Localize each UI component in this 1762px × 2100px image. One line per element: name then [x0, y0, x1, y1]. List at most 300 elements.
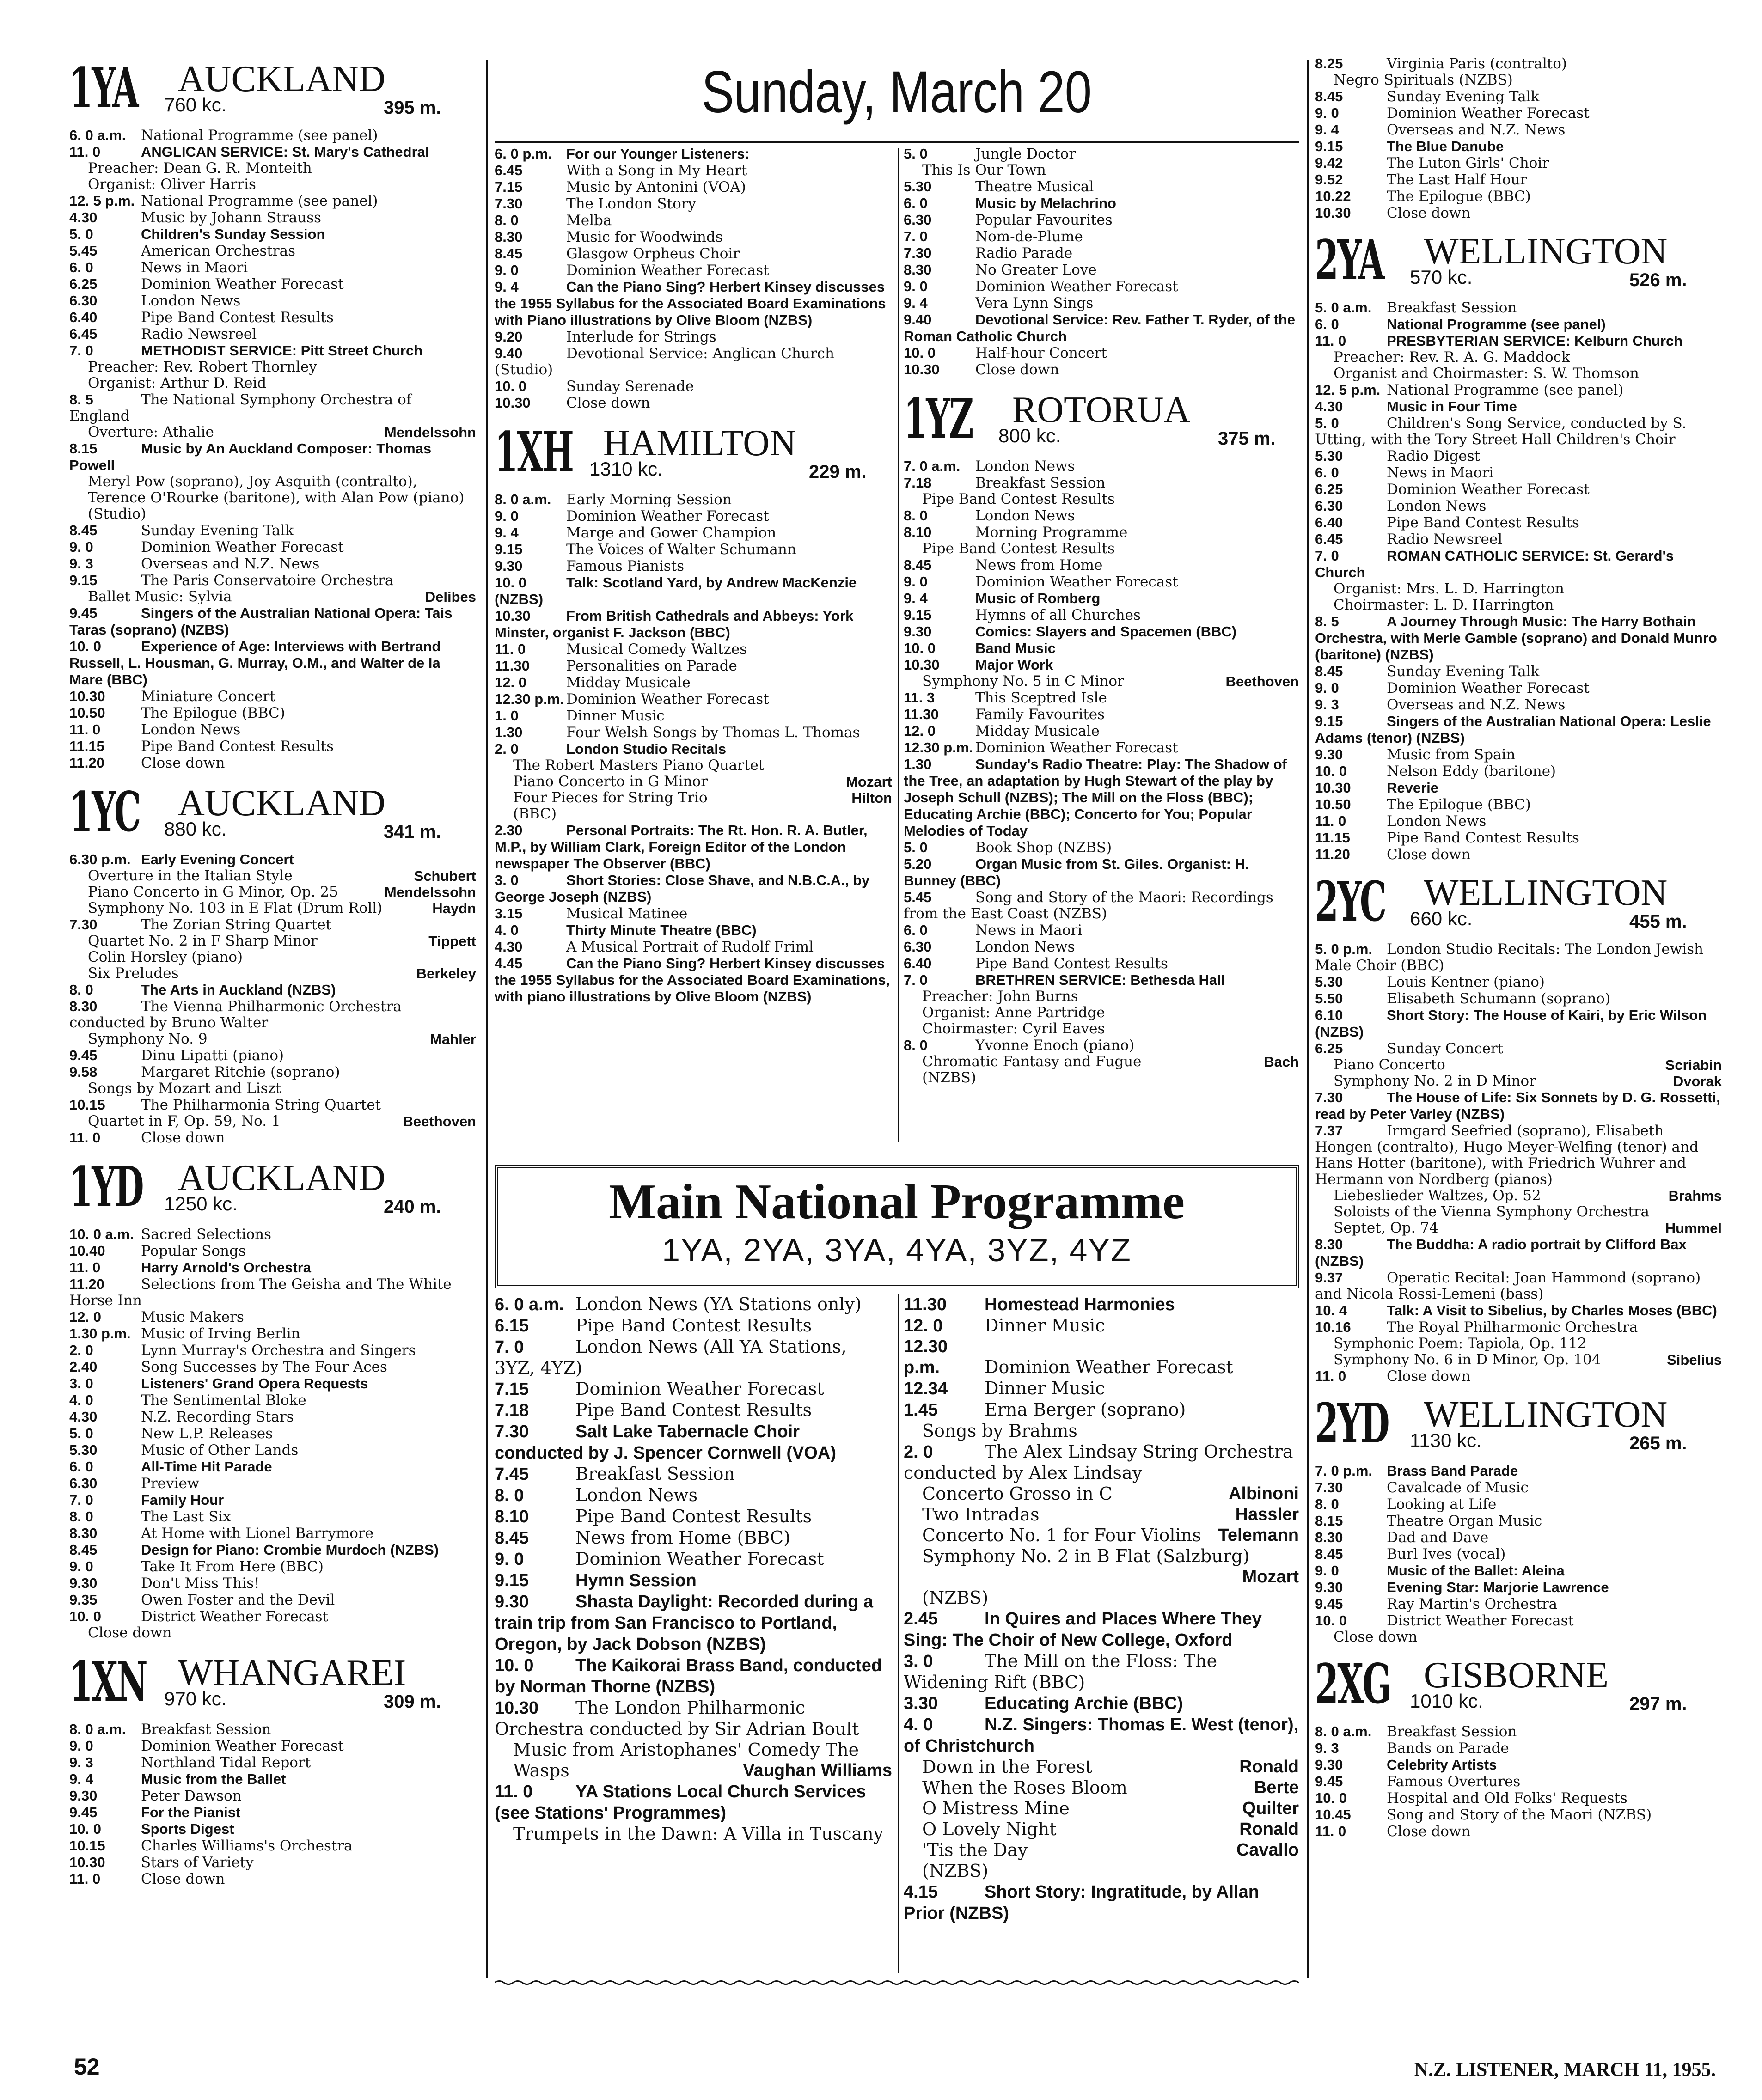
programme-title: Sunday Concert — [1387, 1040, 1504, 1057]
programme-title: O Lovely Night — [922, 1819, 1057, 1839]
programme-item — [495, 691, 892, 708]
programme-time: 11.20 — [1315, 846, 1350, 862]
programme-item — [904, 1070, 1299, 1086]
programme-title: Evening Star: Marjorie Lawrence — [1387, 1579, 1609, 1595]
programme-time: 6.25 — [69, 276, 98, 292]
programme-item — [1315, 1188, 1722, 1204]
programme-item — [1315, 398, 1722, 415]
programme-time: 8.45 — [1315, 663, 1343, 679]
programme-time: 4. 0 — [904, 1715, 933, 1734]
programme-item — [69, 965, 476, 982]
programme-item — [69, 276, 476, 293]
programme-title: Dominion Weather Forecast — [566, 262, 769, 279]
programme-title: Breakfast Session — [975, 475, 1106, 491]
programme-item — [69, 1309, 476, 1325]
programme-item — [1315, 448, 1722, 464]
programme-time: 4.30 — [1315, 398, 1343, 415]
programme-title: All-Time Hit Parade — [141, 1459, 272, 1475]
programme-title: Songs by Mozart and Liszt — [88, 1081, 281, 1097]
programme-title: London News — [1387, 498, 1487, 514]
programme-item — [1315, 1319, 1722, 1336]
main-programme-stations: 1YA, 2YA, 3YA, 4YA, 3YZ, 4YZ — [662, 1232, 1132, 1268]
column-rule-center-top — [898, 148, 899, 1142]
programme-title: Don't Miss This! — [141, 1575, 260, 1592]
programme-title: London News — [1387, 813, 1487, 830]
programme-title: Devotional Service: Anglican Church (Studio) — [495, 345, 834, 378]
programme-time: 11.20 — [69, 1276, 104, 1292]
programme-item — [69, 1409, 476, 1425]
left-column — [69, 55, 476, 2057]
programme-item — [69, 738, 476, 755]
station-header — [69, 1649, 476, 1721]
programme-title: National Programme (see panel) — [141, 193, 378, 209]
programme-item — [69, 998, 476, 1031]
programme-title: The Luton Girls' Choir — [1387, 155, 1549, 171]
programme-title: Early Morning Session — [566, 491, 732, 508]
programme-item — [904, 1587, 1299, 1608]
station-town: HAMILTON — [603, 423, 796, 464]
programme-item — [1315, 1513, 1722, 1529]
programme-item — [1315, 155, 1722, 171]
station-frequency: 1310 kc. — [589, 458, 663, 480]
programme-title: Educating Archie (BBC) — [985, 1694, 1183, 1713]
programme-title: Two Intradas — [922, 1504, 1040, 1525]
programme-title: Homestead Harmonies — [985, 1295, 1175, 1314]
programme-item — [69, 243, 476, 259]
programme-item — [904, 1054, 1299, 1070]
programme-time: 3. 0 — [69, 1375, 93, 1392]
programme-time: 3.30 — [904, 1694, 938, 1713]
station-frequency: 1130 kc. — [1410, 1429, 1482, 1451]
programme-title: Dominion Weather Forecast — [141, 539, 344, 556]
programme-item — [904, 524, 1299, 541]
programme-title: The Voices of Walter Schumann — [566, 541, 796, 558]
programme-item — [1315, 763, 1722, 780]
programme-item — [1315, 366, 1722, 382]
programme-title: Organ Music from St. Giles. Organist: H. Bunney (BBC) — [904, 856, 1249, 889]
programme-item — [495, 541, 892, 558]
programme-title: Preview — [141, 1475, 200, 1492]
programme-title: Song Successes by The Four Aces — [141, 1359, 387, 1375]
right-column — [1315, 55, 1722, 2057]
programme-time: 8.10 — [495, 1507, 529, 1526]
programme-title: Northland Tidal Report — [141, 1754, 311, 1771]
composer-name: Dvorak — [1673, 1073, 1722, 1089]
composer-name: Scriabin — [1665, 1057, 1722, 1073]
station-wavelength: 297 m. — [1629, 1694, 1687, 1714]
programme-title: Breakfast Session — [575, 1464, 735, 1484]
programme-time: 9.52 — [1315, 171, 1343, 188]
programme-title: Dominion Weather Forecast — [975, 278, 1178, 295]
composer-name: Beethoven — [403, 1113, 476, 1129]
programme-title: London News — [975, 507, 1075, 524]
programme-item — [1315, 1529, 1722, 1546]
column-rule-left — [486, 60, 488, 1978]
programme-title: Breakfast Session — [1387, 299, 1517, 316]
programme-item — [904, 1037, 1299, 1054]
programme-time: 8. 0 a.m. — [495, 491, 551, 507]
programme-time: 12. 0 — [69, 1309, 101, 1325]
programme-title: Family Hour — [141, 1492, 224, 1508]
programme-item — [904, 1861, 1299, 1881]
programme-title: The Blue Danube — [1387, 138, 1504, 154]
programme-time: 8.30 — [69, 1525, 98, 1541]
bottom-wavy-rule — [495, 1979, 1299, 1986]
programme-title: Music by An Auckland Composer: Thomas Powell — [69, 440, 432, 473]
programme-title: Stars of Variety — [141, 1854, 254, 1871]
programme-time: 2. 0 — [904, 1442, 933, 1462]
programme-time: 10. 0 — [495, 1656, 534, 1675]
programme-time: 9. 0 — [904, 574, 928, 590]
programme-item — [1315, 1596, 1722, 1612]
programme-time: 4. 0 — [69, 1392, 93, 1408]
programme-time: 6.45 — [1315, 531, 1343, 547]
programme-time: 12.30 p.m. — [904, 739, 973, 756]
programme-title: (NZBS) — [922, 1861, 989, 1881]
programme-title: Quartet in F, Op. 59, No. 1 — [88, 1113, 281, 1129]
station-header — [69, 55, 476, 127]
programme-title: Dominion Weather Forecast — [1387, 680, 1590, 696]
programme-time: 4. 0 — [495, 922, 519, 938]
programme-item — [1315, 990, 1722, 1007]
programme-title: The London Story — [566, 195, 697, 212]
programme-time: 8.15 — [1315, 1513, 1343, 1529]
programme-time: 9.40 — [904, 311, 932, 328]
composer-name: Haydn — [432, 900, 476, 916]
programme-title: Musical Matinee — [566, 905, 688, 922]
composer-name: Hassler — [1235, 1505, 1299, 1524]
column-rule-center-bottom — [898, 1294, 899, 1973]
programme-time: 5. 0 p.m. — [1315, 941, 1373, 957]
programme-title: Marge and Gower Champion — [566, 525, 777, 541]
programme-item — [1315, 105, 1722, 122]
programme-item — [1315, 548, 1722, 581]
programme-time: 9.15 — [495, 1571, 529, 1590]
programme-title: Symphony No. 9 — [88, 1031, 208, 1047]
programme-title: Singers of the Australian National Opera: Leslie Adams (tenor) (NZBS) — [1315, 713, 1711, 746]
programme-title: Down in the Forest — [922, 1757, 1093, 1777]
programme-item — [904, 640, 1299, 657]
programme-time: 5.30 — [1315, 448, 1343, 464]
programme-title: London News — [575, 1485, 698, 1505]
programme-time: 8. 0 — [904, 507, 928, 524]
composer-name: Schubert — [414, 868, 476, 884]
programme-time: 6. 0 — [1315, 316, 1339, 332]
programme-title: Radio Digest — [1387, 448, 1481, 464]
programme-item — [1315, 780, 1722, 796]
programme-item — [495, 1549, 892, 1570]
programme-item — [69, 259, 476, 276]
programme-item — [1315, 299, 1722, 316]
programme-item — [1315, 88, 1722, 105]
programme-title: This Is Our Town — [922, 162, 1046, 178]
station-town: AUCKLAND — [178, 783, 385, 824]
programme-title: Jungle Doctor — [975, 146, 1076, 162]
programme-item — [904, 1714, 1299, 1757]
programme-title: Burl Ives (vocal) — [1387, 1546, 1506, 1563]
programme-item — [495, 574, 892, 608]
programme-time: 5. 0 — [1315, 415, 1339, 431]
programme-time: 1. 0 — [495, 708, 519, 724]
programme-title: Band Music — [975, 640, 1056, 656]
programme-time: 11. 3 — [904, 690, 935, 706]
programme-title: Reverie — [1387, 780, 1439, 796]
programme-item — [495, 955, 892, 1005]
programme-time: 9.20 — [495, 329, 523, 345]
programme-item — [69, 884, 476, 900]
programme-time: 9.15 — [1315, 713, 1343, 729]
publication-footer: N.Z. LISTENER, MARCH 11, 1955. — [1414, 2059, 1716, 2081]
programme-item — [69, 1788, 476, 1804]
station-frequency: 880 kc. — [164, 818, 227, 840]
programme-item — [495, 1421, 892, 1464]
programme-time: 2.30 — [495, 822, 523, 838]
programme-time: 9. 0 — [495, 262, 519, 278]
programme-item — [495, 1506, 892, 1527]
programme-title: Brass Band Parade — [1387, 1463, 1518, 1479]
station-town: AUCKLAND — [178, 1158, 385, 1198]
programme-title: A Musical Portrait of Rudolf Friml — [566, 939, 814, 955]
programme-item — [495, 146, 892, 162]
programme-time: 8.30 — [1315, 1529, 1343, 1545]
programme-item — [495, 1655, 892, 1697]
programme-title: Popular Songs — [141, 1243, 246, 1259]
programme-item — [1315, 1302, 1722, 1319]
programme-time: 5.30 — [69, 1442, 98, 1458]
programme-time: 8. 0 — [495, 1486, 524, 1505]
programme-item — [495, 741, 892, 757]
programme-item — [495, 674, 892, 691]
programme-time: 7.45 — [495, 1465, 529, 1484]
programme-item — [69, 127, 476, 144]
programme-time: 11. 0 — [69, 1129, 101, 1146]
programme-item — [1315, 1563, 1722, 1579]
programme-title: Organist: Oliver Harris — [88, 177, 256, 193]
programme-title: Preacher: Dean G. R. Monteith — [88, 160, 312, 177]
programme-time: 10.30 — [69, 1854, 105, 1870]
programme-title: Experience of Age: Interviews with Bertrand Russell, L. Housman, G. Murray, O.M., and Walter de la Mare (BBC) — [69, 638, 441, 688]
station-block — [69, 780, 476, 1146]
programme-item — [1315, 1463, 1722, 1479]
programme-time: 9.30 — [69, 1788, 98, 1804]
programme-item — [495, 1485, 892, 1506]
programme-item — [69, 721, 476, 738]
programme-title: ROMAN CATHOLIC SERVICE: St. Gerard's Church — [1315, 548, 1674, 580]
programme-title: Lynn Murray's Orchestra and Singers — [141, 1342, 416, 1359]
programme-item — [1315, 941, 1722, 974]
programme-time: 8.45 — [495, 1528, 529, 1548]
programme-time: 9. 0 — [69, 1738, 93, 1754]
programme-title: Dominion Weather Forecast — [985, 1357, 1233, 1377]
programme-time: 11.15 — [1315, 830, 1350, 846]
programme-title: Symphony No. 103 in E Flat (Drum Roll) — [88, 900, 383, 916]
programme-time: 5.50 — [1315, 990, 1343, 1007]
programme-item — [904, 690, 1299, 706]
programme-time: 10.30 — [904, 361, 940, 378]
programme-item — [1315, 696, 1722, 713]
programme-item — [1315, 1546, 1722, 1563]
programme-title: Preacher: Rev. Robert Thornley — [88, 359, 317, 375]
programme-item — [1315, 498, 1722, 514]
programme-time: 9.58 — [69, 1064, 98, 1080]
programme-time: 7.15 — [495, 179, 523, 195]
station-header — [1315, 1391, 1722, 1463]
programme-item — [1315, 138, 1722, 155]
programme-title: The Epilogue (BBC) — [1387, 796, 1531, 813]
programme-title: Symphony No. 2 in D Minor — [1334, 1073, 1536, 1089]
programme-item — [904, 574, 1299, 590]
programme-title: Owen Foster and the Devil — [141, 1592, 335, 1608]
programme-title: Selections from The Geisha and The White Horse Inn — [69, 1276, 452, 1309]
programme-time: 11.30 — [904, 1295, 947, 1314]
programme-time: 7. 0 a.m. — [904, 458, 961, 474]
programme-time: 10. 0 — [495, 378, 526, 394]
programme-item — [1315, 680, 1722, 696]
programme-time: 8. 5 — [1315, 613, 1339, 629]
programme-time: 6.45 — [495, 162, 523, 178]
programme-item — [904, 889, 1299, 922]
programme-title: Meryl Pow (soprano), Joy Asquith (contralto), Terence O'Rourke (baritone), with Alan Pow (piano) (Studio) — [88, 474, 465, 522]
composer-name: Beethoven — [1225, 673, 1299, 690]
programme-item — [904, 1693, 1299, 1714]
programme-title: Piano Concerto — [1334, 1057, 1445, 1073]
station-town: WHANGAREI — [178, 1653, 406, 1693]
programme-title: With a Song in My Heart — [566, 162, 747, 179]
programme-item — [69, 1558, 476, 1575]
programme-title: Famous Overtures — [1387, 1773, 1521, 1790]
programme-time: 4.30 — [69, 1409, 98, 1425]
programme-item — [1315, 1629, 1722, 1645]
programme-item — [1315, 1007, 1722, 1040]
programme-title: Close down — [1387, 1823, 1471, 1840]
programme-title: Operatic Recital: Joan Hammond (soprano) and Nicola Rossi-Lemeni (bass) — [1315, 1270, 1701, 1302]
programme-title: Close down — [1334, 1629, 1418, 1645]
programme-title: The Buddha: A radio portrait by Clifford Bax (NZBS) — [1315, 1236, 1687, 1269]
programme-time: 10.15 — [69, 1838, 105, 1854]
programme-item — [69, 755, 476, 771]
programme-item — [495, 1400, 892, 1421]
programme-title: Overseas and N.Z. News — [141, 556, 320, 572]
programme-time: 4.45 — [495, 955, 523, 971]
programme-title: From British Cathedrals and Abbeys: York Minster, organist F. Jackson (BBC) — [495, 608, 854, 641]
programme-title: Close down — [1387, 205, 1471, 221]
station-frequency: 1250 kc. — [164, 1193, 238, 1215]
programme-item — [69, 1081, 476, 1097]
programme-title: The Sentimental Bloke — [141, 1392, 306, 1409]
programme-title: The Mill on the Floss: The Widening Rift (BBC) — [904, 1651, 1217, 1692]
programme-title: Pipe Band Contest Results — [1387, 514, 1579, 531]
programme-title: News in Maori — [975, 922, 1083, 939]
programme-item — [69, 1871, 476, 1887]
station-block — [69, 55, 476, 771]
programme-item — [904, 1021, 1299, 1037]
programme-time: 8.30 — [69, 998, 98, 1014]
programme-title: Ballet Music: Sylvia — [88, 589, 232, 605]
programme-item — [495, 1570, 892, 1591]
station-header — [1315, 228, 1722, 299]
programme-item — [69, 1113, 476, 1129]
programme-time: 5. 0 a.m. — [1315, 299, 1372, 316]
station-block — [1315, 1652, 1722, 1840]
programme-item — [904, 195, 1299, 212]
programme-title: Vera Lynn Sings — [975, 295, 1094, 311]
programme-title: The Vienna Philharmonic Orchestra conducted by Bruno Walter — [69, 998, 402, 1031]
programme-item — [904, 245, 1299, 262]
programme-item — [495, 525, 892, 541]
programme-title: District Weather Forecast — [141, 1608, 328, 1625]
programme-item — [69, 1542, 476, 1558]
programme-item — [69, 1575, 476, 1592]
composer-name: Ronald — [1239, 1757, 1299, 1776]
programme-time: 9.30 — [1315, 746, 1343, 763]
programme-time: 6.30 — [904, 212, 932, 228]
programme-time: 11. 0 — [69, 144, 101, 160]
programme-title: (BBC) — [513, 806, 557, 822]
programme-item — [495, 491, 892, 508]
composer-name: Albinoni — [1229, 1484, 1299, 1503]
programme-item — [1315, 1057, 1722, 1073]
programme-item — [69, 933, 476, 949]
programme-title: Four Welsh Songs by Thomas L. Thomas — [566, 724, 860, 741]
programme-time: 9. 4 — [69, 1771, 93, 1787]
programme-item — [904, 989, 1299, 1005]
programme-time: 8. 0 — [69, 982, 93, 998]
programme-title: Midday Musicale — [566, 674, 691, 691]
programme-time: 10.22 — [1315, 188, 1351, 204]
middle-right-column — [904, 146, 1299, 1158]
programme-item — [495, 162, 892, 179]
programme-title: Preacher: Rev. R. A. G. Maddock — [1334, 349, 1570, 366]
programme-item — [1315, 72, 1722, 88]
programme-time: 10.30 — [1315, 205, 1351, 221]
programme-item — [1315, 1089, 1722, 1123]
programme-time: 9.30 — [69, 1575, 98, 1591]
programme-item — [1315, 1040, 1722, 1057]
programme-time: 10.50 — [69, 705, 105, 721]
programme-time: 9.45 — [69, 605, 98, 621]
programme-item — [1315, 974, 1722, 990]
programme-item — [1315, 1496, 1722, 1513]
programme-time: 9.30 — [495, 558, 523, 574]
programme-item — [69, 522, 476, 539]
programme-time: 6. 0 — [69, 1459, 93, 1475]
programme-title: Radio Newsreel — [141, 326, 257, 342]
programme-item — [904, 1546, 1299, 1587]
programme-title: Pipe Band Contest Results — [575, 1506, 812, 1526]
programme-title: National Programme (see panel) — [141, 127, 378, 144]
programme-item — [904, 1483, 1299, 1504]
programme-item — [69, 868, 476, 884]
programme-time: 7. 0 — [904, 228, 928, 244]
programme-item — [1315, 1352, 1722, 1368]
composer-name: Mendelssohn — [384, 884, 476, 900]
programme-title: Morning Programme — [975, 524, 1128, 541]
programme-item — [904, 723, 1299, 739]
station-header — [69, 1154, 476, 1226]
station-call-sign: 1YZ — [904, 386, 973, 451]
programme-item — [1315, 415, 1722, 448]
main-programme-banner — [495, 1165, 1299, 1288]
programme-item — [69, 1276, 476, 1309]
programme-title: Singers of the Australian National Opera: Tais Taras (soprano) (NZBS) — [69, 605, 453, 638]
programme-title: Margaret Ritchie (soprano) — [141, 1064, 340, 1081]
programme-item — [1315, 1073, 1722, 1089]
programme-item — [495, 608, 892, 641]
programme-time: 6. 0 — [1315, 464, 1339, 481]
programme-title: Pipe Band Contest Results — [1387, 830, 1579, 846]
programme-title: Family Favourites — [975, 706, 1105, 723]
programme-title: Concerto No. 1 for Four Violins — [922, 1525, 1201, 1545]
